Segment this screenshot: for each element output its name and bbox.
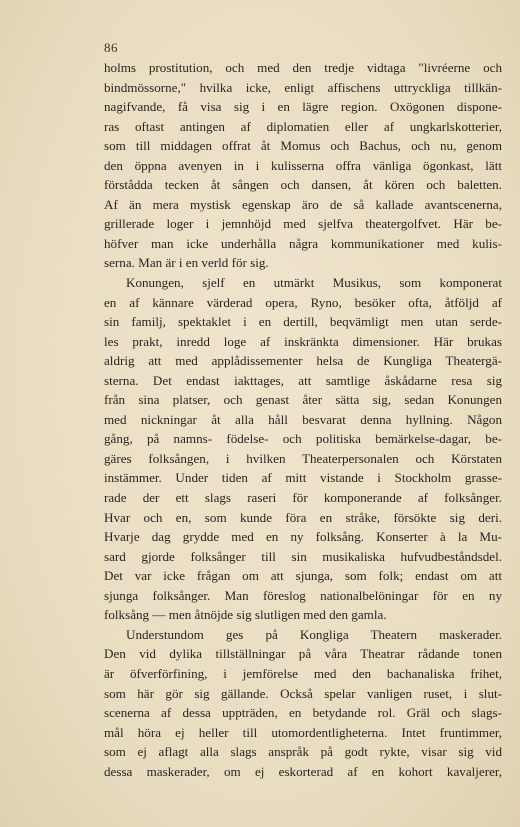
text-line: som till middagen offrat åt Momus och Bachus, och nu, genom	[104, 138, 502, 154]
text-line: med nickningar åt alla håll besvarat denna hyllning. Någon	[104, 411, 502, 427]
text-line: förstådda tecken åt sången och dansen, åt kören och baletten.	[104, 177, 502, 193]
text-line: ras oftast antingen af diplomatien eller af ungkarlskotterier,	[104, 118, 502, 134]
text-line: Understundom ges på Kongliga Theatern maskerader.	[126, 626, 502, 642]
text-line: sard gjorde folksånger till sin musikaliska hufvudbeståndsdel.	[104, 548, 502, 564]
text-line: bindmössorne," hvilka icke, enligt affischens uttryckliga tillkän-	[104, 79, 502, 95]
text-line: rade der ett slags raseri för komponerande af folksånger.	[104, 490, 502, 506]
text-line: Den vid dylika tillställningar på våra Theatrar rådande tonen	[104, 646, 502, 662]
text-line: gäres folksången, i hvilken Theaterpersonalen och Körstaten	[104, 450, 502, 466]
text-line: aldrig att med applådissementer helsa de Kungliga Theatergä-	[104, 353, 502, 369]
text-line: Det var icke frågan om att sjunga, som folk; endast om att	[104, 568, 502, 584]
text-line: från sina platser, och genast åter sätta sig, sedan Konungen	[104, 392, 502, 408]
text-line: les prakt, inredd loge af inskränkta dimensioner. Här brukas	[104, 333, 502, 349]
text-line: grillerade loger i jemnhöjd med sjelfva theatergolfvet. Här be-	[104, 216, 502, 232]
text-line: Konungen, sjelf en utmärkt Musikus, som komponerat	[126, 275, 502, 291]
text-line: scenerna af dessa uppträden, en betydande rol. Gräl och slags-	[104, 705, 502, 721]
text-line: en af kännare värderad opera, Ryno, besöker ofta, åtföljd af	[104, 294, 502, 310]
page-number: 86	[104, 40, 118, 55]
text-line: serna. Man är i en verld för sig.	[104, 255, 269, 271]
text-line: folksång — men åtnöjde sig slutligen med den gamla.	[104, 607, 387, 623]
text-line: dessa maskerader, om ej eskorterad af en kohort kavaljerer,	[104, 763, 502, 779]
body-text	[104, 58, 502, 781]
text-line: Af än mera mystisk egenskap äro de så kallade avantscenerna,	[104, 196, 502, 212]
text-line: gång, på namns- födelse- och politiska bemärkelse-dagar, be-	[104, 431, 502, 447]
text-line: sterna. Det endast iakttages, att samtlige åskådarne resa sig	[104, 372, 502, 388]
text-line: Hvarje dag grydde med en ny folksång. Konserter à la Mu-	[104, 529, 502, 545]
text-line: höfver man icke underhålla några kommunikationer med kulis-	[104, 235, 502, 251]
text-line: sjunga folksånger. Man föreslog nationalbelöningar för en ny	[104, 587, 502, 603]
text-line: den öppna avenyen in i kulisserna offra vänliga ögonkast, lätt	[104, 157, 502, 173]
text-line: instämmer. Under tiden af mitt vistande i Stockholm grasse-	[104, 470, 502, 486]
text-line: sin familj, spektaklet i en dertill, beqvämligt men utan serde-	[104, 314, 502, 330]
text-line: som ej aflagt alla slags anspråk på godt rykte, visar sig vid	[104, 744, 502, 760]
text-line: är öfverförfining, i jemförelse med den bachanaliska frihet,	[104, 665, 502, 681]
text-line: holms prostitution, och med den tredje vidtaga "livréerne och	[104, 60, 502, 75]
text-line: nagifvande, få visa sig i en lägre region. Oxögonen dispone-	[104, 99, 502, 115]
text-line: Hvar och en, som kunde föra en stråke, försökte sig deri.	[104, 509, 502, 525]
text-line: som här gör sig gällande. Också spelar vanligen ruset, i slut-	[104, 685, 502, 701]
text-line: mål höra ej heller till utomordentligheterna. Intet fruntimmer,	[104, 724, 502, 740]
